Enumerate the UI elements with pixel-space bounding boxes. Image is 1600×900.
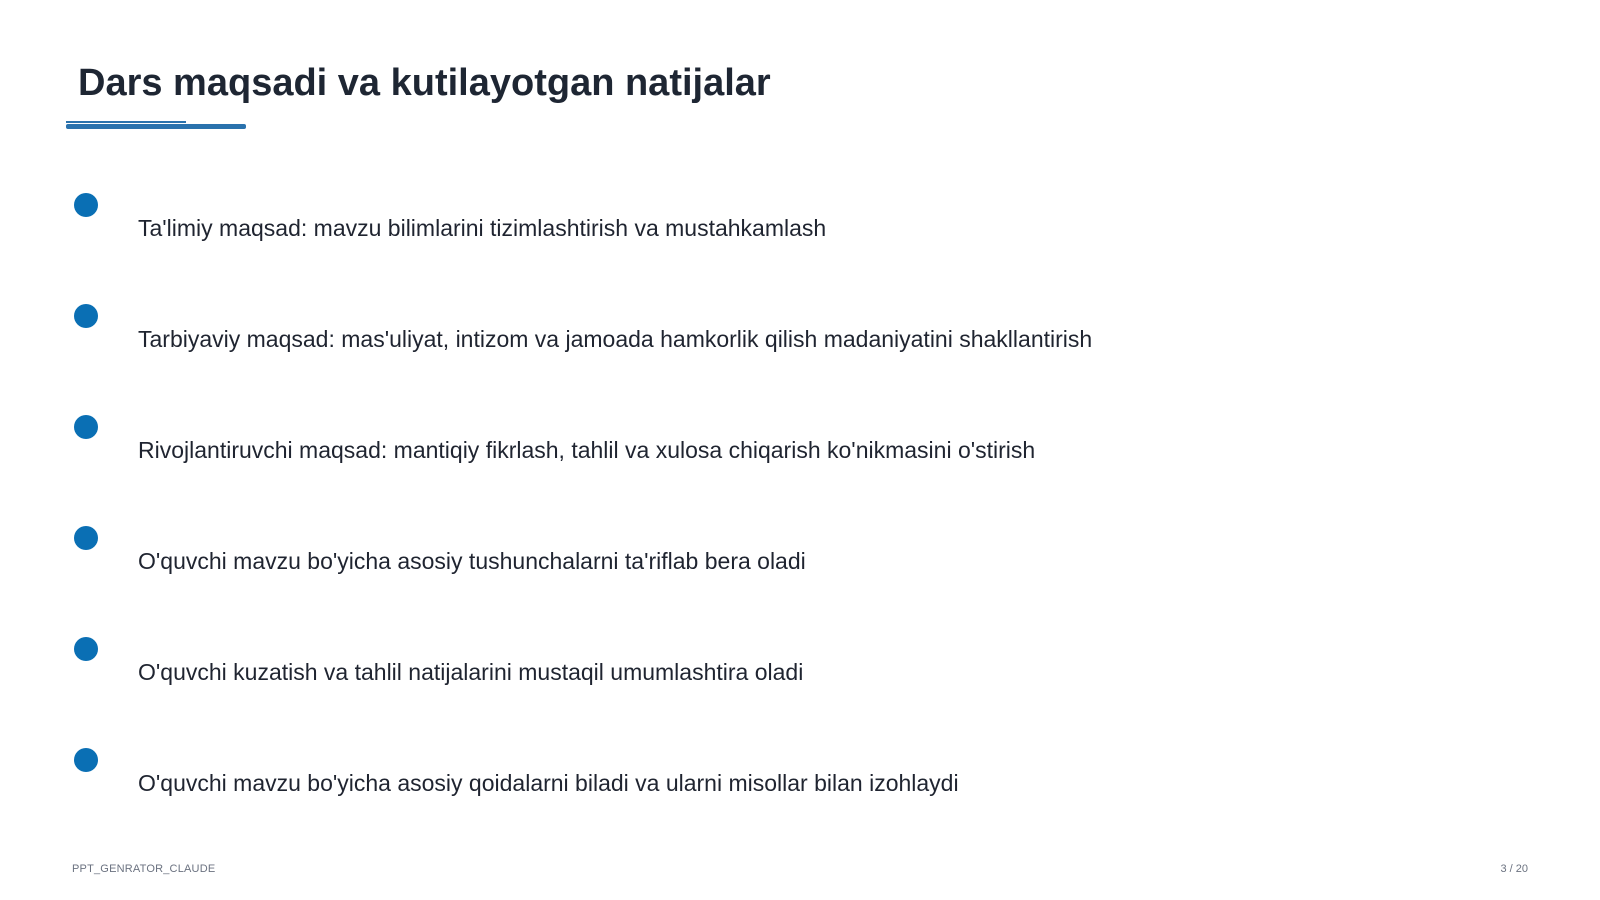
bullet-dot-icon [74,193,98,217]
bullet-text: O'quvchi mavzu bo'yicha asosiy qoidalarni biladi va ularni misollar bilan izohlaydi [138,770,959,796]
bullet-item [0,193,1600,253]
bullet-dot-icon [74,748,98,772]
bullet-dot-icon [74,304,98,328]
bullet-text: Ta'limiy maqsad: mavzu bilimlarini tizimlashtirish va mustahkamlash [138,215,827,241]
bullet-item [0,415,1600,475]
bullet-item [0,637,1600,697]
page-number: 3 / 20 [1500,863,1528,875]
bullet-item [0,748,1600,808]
slide-title: Dars maqsadi va kutilayotgan natijalar [78,62,771,104]
bullet-dot-icon [74,637,98,661]
bullet-text: O'quvchi mavzu bo'yicha asosiy tushunchalarni ta'riflab bera oladi [138,548,806,574]
bullet-text: Rivojlantiruvchi maqsad: mantiqiy fikrlash, tahlil va xulosa chiqarish ko'nikmasini o'stirish [138,437,1036,463]
bullet-text: Tarbiyaviy maqsad: mas'uliyat, intizom va jamoada hamkorlik qilish madaniyatini shakllantirish [138,326,1093,352]
bullet-item [0,304,1600,364]
bullet-text: O'quvchi kuzatish va tahlil natijalarini mustaqil umumlashtira oladi [138,659,804,685]
footer-source: PPT_GENRATOR_CLAUDE [72,863,216,875]
bullet-item [0,526,1600,586]
bullet-dot-icon [74,415,98,439]
bullet-dot-icon [74,526,98,550]
